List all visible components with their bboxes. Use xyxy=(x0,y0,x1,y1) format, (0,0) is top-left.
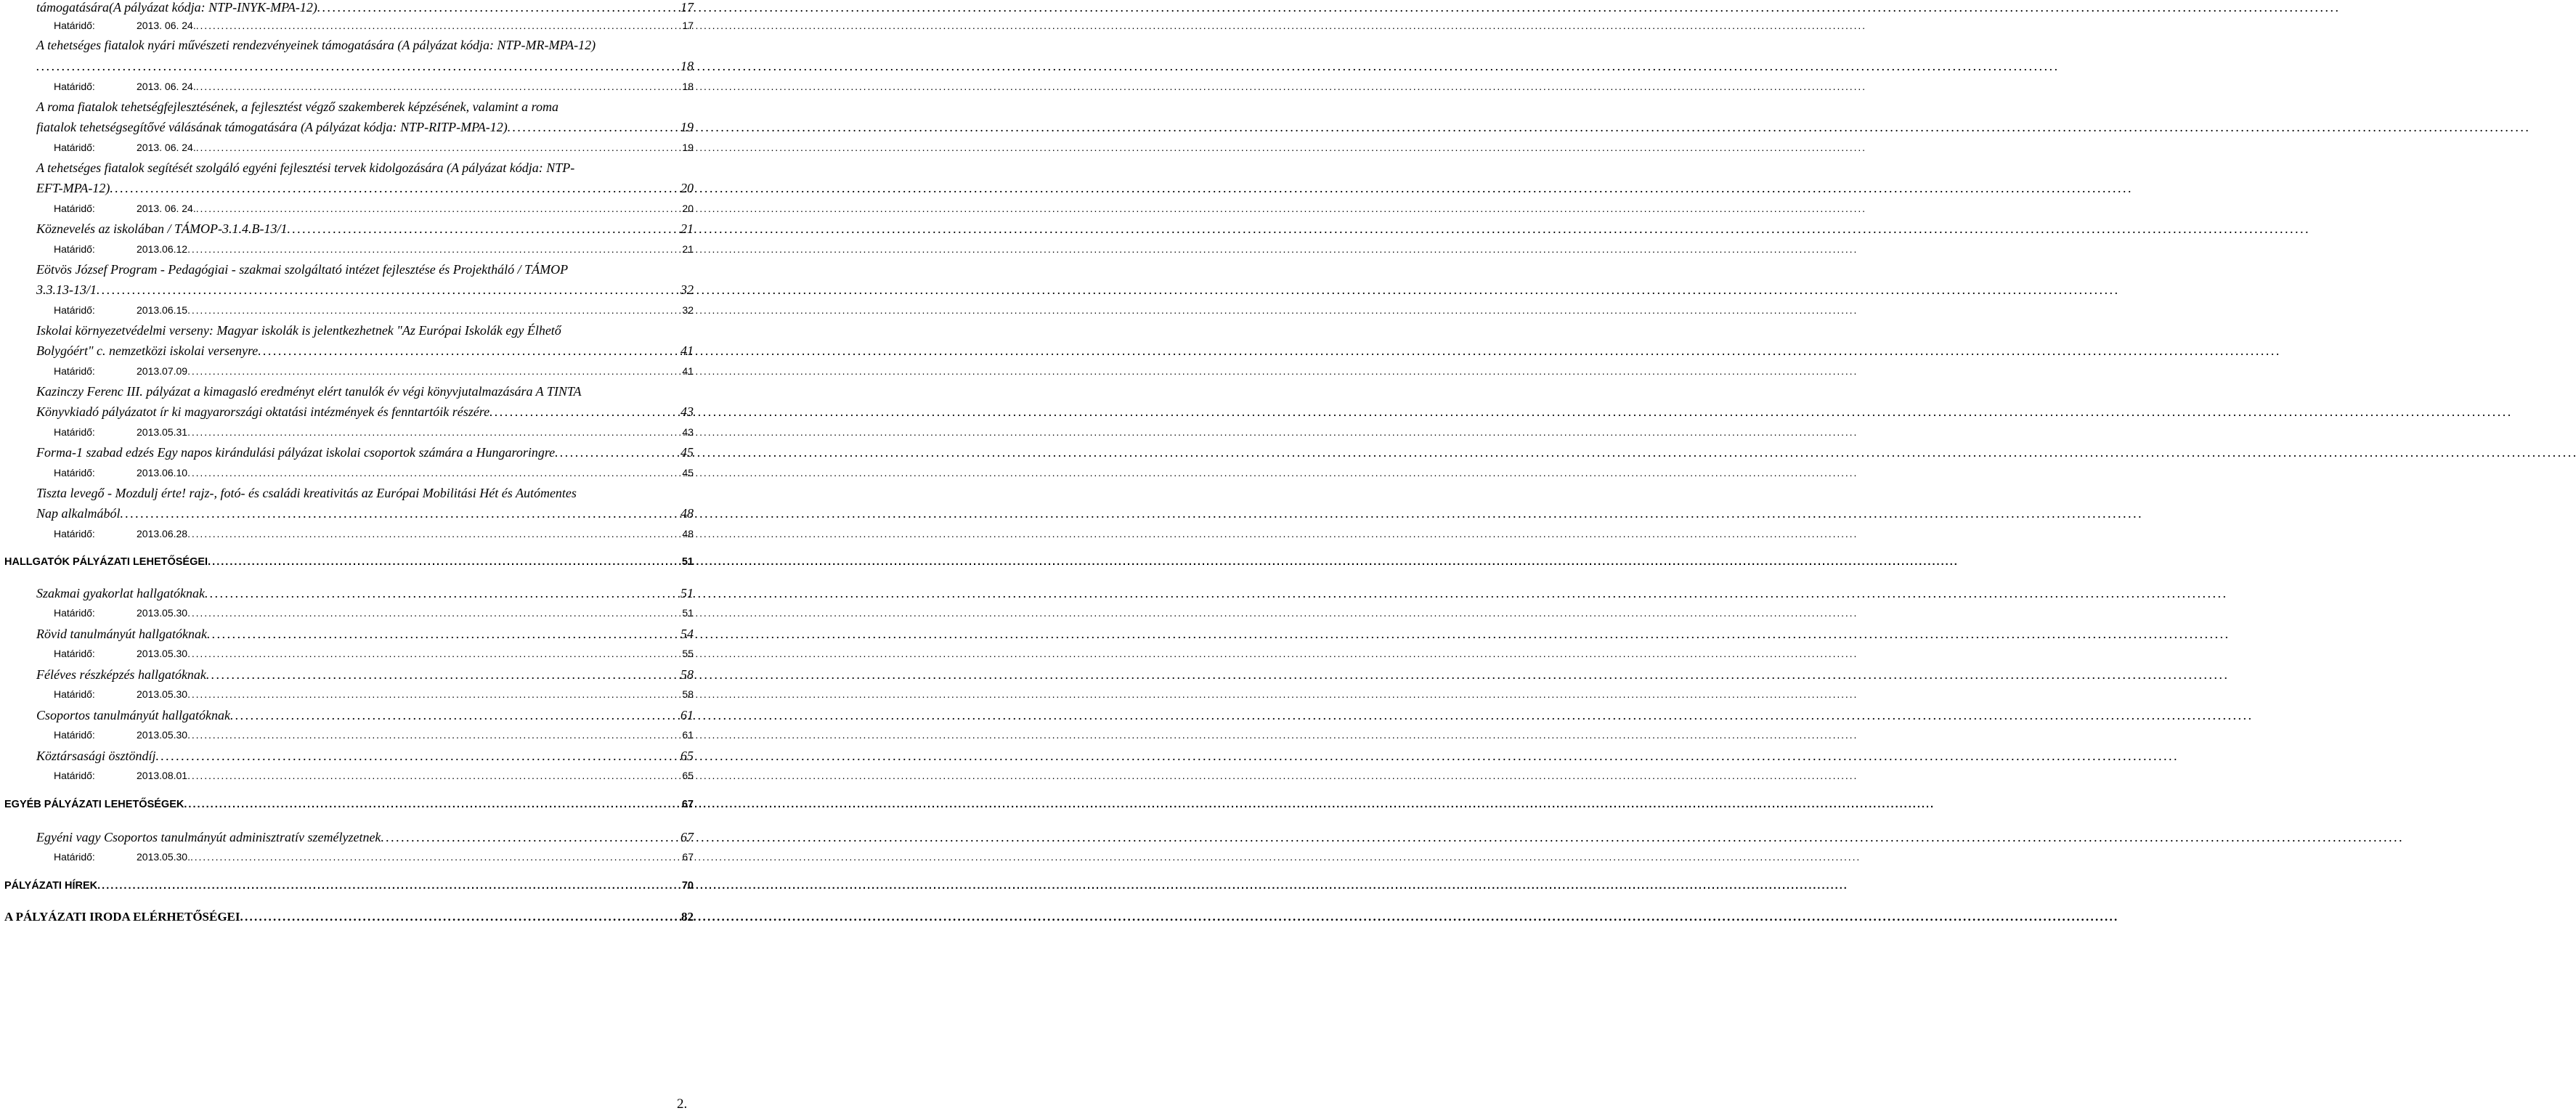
deadline-label: Határidő: xyxy=(54,729,95,741)
toc-entry-line: Tiszta levegő - Mozdulj érte! rajz-, fotó- és családi kreativitás az Európai Mobilitási Hét és Autómentes xyxy=(36,486,577,500)
deadline-label: Határidő: xyxy=(54,426,95,438)
toc-entry-title: Köznevelés az iskolában / TÁMOP-3.1.4.B-13/1 xyxy=(36,221,288,236)
toc-entry[interactable] xyxy=(36,221,694,237)
toc-page-number: 51 xyxy=(680,586,694,600)
toc-deadline-row[interactable] xyxy=(54,304,694,316)
toc-entry[interactable] xyxy=(36,586,694,601)
deadline-value: 2013. 06. 24. xyxy=(137,20,196,31)
deadline-label: Határidő: xyxy=(54,365,95,377)
toc-page-number: 32 xyxy=(680,282,694,297)
deadline-value: 2013.06.10 xyxy=(137,467,188,478)
dot-leader xyxy=(36,59,679,74)
toc-page-number: 67 xyxy=(682,851,694,863)
deadline-value: 2013. 06. 24. xyxy=(137,203,196,214)
dot-leader xyxy=(205,586,679,601)
deadline-value: 2013.07.09 xyxy=(137,365,188,377)
toc-deadline-row[interactable] xyxy=(54,203,694,214)
toc-entry-title: Féléves részképzés hallgatóknak xyxy=(36,667,206,682)
toc-entry[interactable] xyxy=(36,181,694,196)
dot-leader xyxy=(317,0,679,15)
toc-page-number: 65 xyxy=(682,770,694,781)
toc-entry[interactable] xyxy=(36,404,694,420)
deadline-value: 2013.05.30 xyxy=(137,648,188,659)
toc-page-number: 67 xyxy=(680,830,694,844)
toc-page-number: 58 xyxy=(680,667,694,682)
deadline-value: 2013.06.12 xyxy=(137,243,188,255)
toc-entry[interactable] xyxy=(36,0,694,15)
toc-page-number: 61 xyxy=(680,708,694,722)
toc-page-number: 43 xyxy=(680,404,694,419)
dot-leader xyxy=(187,729,680,741)
deadline-value: 2013. 06. 24. xyxy=(137,81,196,92)
toc-page-number: 17 xyxy=(682,20,694,31)
toc-deadline-row[interactable] xyxy=(54,729,694,741)
toc-entry-line: Kazinczy Ferenc III. pályázat a kimagasló eredményt elért tanulók év végi könyvjutalmazására A TINTA xyxy=(36,384,582,399)
deadline-label: Határidő: xyxy=(54,770,95,781)
toc-entry[interactable] xyxy=(36,120,694,135)
dot-leader xyxy=(508,120,679,135)
toc-entry-title: fiatalok tehetségsegítővé válásának támogatására (A pályázat kódja: NTP-RITP-MPA-12) xyxy=(36,120,508,134)
toc-deadline-row[interactable] xyxy=(54,20,694,31)
deadline-label: Határidő: xyxy=(54,20,95,31)
toc-page-number: 51 xyxy=(681,556,694,568)
dot-leader xyxy=(196,142,681,153)
toc-entry-title: EFT-MPA-12) xyxy=(36,181,110,195)
dot-leader xyxy=(230,708,679,723)
dot-leader xyxy=(208,556,680,568)
toc-entry[interactable] xyxy=(36,627,694,642)
dot-leader xyxy=(187,688,680,700)
toc-deadline-row[interactable] xyxy=(54,770,694,781)
toc-section-heading[interactable] xyxy=(4,556,694,568)
toc-section-heading[interactable] xyxy=(4,910,694,924)
toc-page-number: 19 xyxy=(680,120,694,134)
toc-section-heading[interactable] xyxy=(4,880,694,892)
toc-page-number: 43 xyxy=(682,426,694,438)
deadline-label: Határidő: xyxy=(54,203,95,214)
deadline-label: Határidő: xyxy=(54,528,95,539)
toc-entry-title: 3.3.13-13/1 xyxy=(36,282,97,297)
toc-entry-title: Nap alkalmából xyxy=(36,506,121,521)
toc-page-number: 19 xyxy=(682,142,694,153)
toc-page-number: 82 xyxy=(681,910,694,924)
dot-leader xyxy=(97,880,680,892)
toc-page-number: 65 xyxy=(680,749,694,763)
toc-entry-title: EGYÉB PÁLYÁZATI LEHETŐSÉGEK xyxy=(4,799,184,810)
dot-leader xyxy=(184,799,680,810)
toc-entry-title: Rövid tanulmányút hallgatóknak xyxy=(36,627,207,641)
toc-entry-title: Forma-1 szabad edzés Egy napos kirándulási pályázat iskolai csoportok számára a Hungaroringre xyxy=(36,445,556,460)
toc-entry[interactable] xyxy=(36,59,694,74)
deadline-label: Határidő: xyxy=(54,304,95,316)
toc-deadline-row[interactable] xyxy=(54,142,694,153)
dot-leader xyxy=(190,851,680,863)
dot-leader xyxy=(196,81,681,92)
dot-leader xyxy=(381,830,679,845)
toc-entry[interactable] xyxy=(36,282,694,298)
toc-deadline-row[interactable] xyxy=(54,528,694,539)
page-number: 2. xyxy=(677,1096,688,1112)
dot-leader xyxy=(156,749,679,764)
toc-entry[interactable] xyxy=(36,667,694,683)
dot-leader xyxy=(187,243,680,255)
deadline-value: 2013.06.28 xyxy=(137,528,188,539)
toc-entry-title: Bolygóért" c. nemzetközi iskolai versenyre xyxy=(36,343,259,358)
dot-leader xyxy=(258,343,679,359)
dot-leader xyxy=(187,467,680,478)
toc-page-number: 61 xyxy=(682,729,694,741)
dot-leader xyxy=(110,181,679,196)
dot-leader xyxy=(187,365,680,377)
toc-page-number: 58 xyxy=(682,688,694,700)
deadline-label: Határidő: xyxy=(54,607,95,619)
deadline-value: 2013.08.01 xyxy=(137,770,188,781)
deadline-label: Határidő: xyxy=(54,467,95,478)
toc-deadline-row[interactable] xyxy=(54,688,694,700)
deadline-value: 2013.05.30 xyxy=(137,729,188,741)
toc-page-number: 54 xyxy=(680,627,694,641)
deadline-label: Határidő: xyxy=(54,648,95,659)
dot-leader xyxy=(187,607,680,619)
dot-leader xyxy=(240,910,680,924)
toc-entry-title: A PÁLYÁZATI IRODA ELÉRHETŐSÉGEI xyxy=(4,910,240,924)
dot-leader xyxy=(555,445,679,460)
toc-deadline-row[interactable] xyxy=(54,851,694,863)
dot-leader xyxy=(187,304,680,316)
toc-page-number: 21 xyxy=(682,243,694,255)
dot-leader xyxy=(206,667,679,683)
dot-leader xyxy=(187,528,680,539)
toc-entry-title: támogatására(A pályázat kódja: NTP-INYK-MPA-12) xyxy=(36,0,317,15)
toc-entry-line: Iskolai környezetvédelmi verseny: Magyar iskolák is jelentkezhetnek "Az Európai Iskolák egy Élhető xyxy=(36,323,561,338)
dot-leader xyxy=(121,506,680,521)
toc-entry-title: Csoportos tanulmányút hallgatóknak xyxy=(36,708,230,722)
toc-deadline-row[interactable] xyxy=(54,365,694,377)
toc-page-number: 20 xyxy=(680,181,694,195)
toc-entry-title: Szakmai gyakorlat hallgatóknak xyxy=(36,586,205,600)
dot-leader xyxy=(287,221,679,237)
toc-page-number: 20 xyxy=(682,203,694,214)
toc-deadline-row[interactable] xyxy=(54,467,694,478)
deadline-label: Határidő: xyxy=(54,851,95,863)
toc-page-number: 32 xyxy=(682,304,694,316)
dot-leader xyxy=(196,203,681,214)
toc-entry-title: Könyvkiadó pályázatot ír ki magyarországi oktatási intézmények és fenntartóik részére xyxy=(36,404,490,419)
toc-deadline-row[interactable] xyxy=(54,426,694,438)
toc-deadline-row[interactable] xyxy=(54,243,694,255)
toc-page-number: 48 xyxy=(682,528,694,539)
dot-leader xyxy=(207,627,679,642)
toc-page-number: 18 xyxy=(680,59,694,73)
toc-entry[interactable] xyxy=(36,708,694,723)
toc-entry[interactable] xyxy=(36,343,694,359)
toc-entry-title: Köztársasági ösztöndíj xyxy=(36,749,156,763)
toc-entry[interactable] xyxy=(36,749,694,764)
toc-page-number: 41 xyxy=(680,343,694,358)
toc-page-number: 21 xyxy=(680,221,694,236)
deadline-value: 2013.05.30 xyxy=(137,688,188,700)
deadline-label: Határidő: xyxy=(54,142,95,153)
toc-deadline-row[interactable] xyxy=(54,607,694,619)
toc-entry[interactable] xyxy=(36,445,694,460)
toc-entry-line: A tehetséges fiatalok segítését szolgáló egyéni fejlesztési tervek kidolgozására (A pályázat kódja: NTP- xyxy=(36,160,575,175)
toc-page-number: 48 xyxy=(680,506,694,521)
toc-section-heading[interactable] xyxy=(4,799,694,810)
deadline-value: 2013.06.15 xyxy=(137,304,188,316)
toc-entry[interactable] xyxy=(36,506,694,521)
dot-leader xyxy=(187,770,680,781)
deadline-label: Határidő: xyxy=(54,81,95,92)
toc-entry-title: HALLGATÓK PÁLYÁZATI LEHETŐSÉGEI xyxy=(4,556,208,568)
toc-page-number: 51 xyxy=(682,607,694,619)
deadline-label: Határidő: xyxy=(54,688,95,700)
toc-entry-line: A roma fiatalok tehetségfejlesztésének, a fejlesztést végző szakemberek képzésének, valamint a roma xyxy=(36,99,558,114)
dot-leader xyxy=(196,20,681,31)
toc-page-number: 41 xyxy=(682,365,694,377)
toc-page-number: 18 xyxy=(682,81,694,92)
toc-entry-title: Egyéni vagy Csoportos tanulmányút adminisztratív személyzetnek xyxy=(36,830,381,844)
deadline-label: Határidő: xyxy=(54,243,95,255)
dot-leader xyxy=(187,648,680,659)
dot-leader xyxy=(187,426,680,438)
toc-page-number: 70 xyxy=(681,880,694,892)
toc-page-number: 17 xyxy=(680,0,694,15)
dot-leader xyxy=(489,404,679,420)
toc-deadline-row[interactable] xyxy=(54,81,694,92)
deadline-value: 2013.05.30. xyxy=(137,851,190,863)
toc-entry[interactable] xyxy=(36,830,694,845)
deadline-value: 2013. 06. 24. xyxy=(137,142,196,153)
toc-entry-title: PÁLYÁZATI HÍREK xyxy=(4,880,98,892)
dot-leader xyxy=(97,282,679,298)
toc-page-number: 45 xyxy=(682,467,694,478)
deadline-value: 2013.05.31 xyxy=(137,426,188,438)
toc-page-number: 67 xyxy=(681,799,694,810)
toc-entry-line: A tehetséges fiatalok nyári művészeti rendezvényeinek támogatására (A pályázat kódja: NTP-MR-MPA-12) xyxy=(36,38,596,52)
toc-page-number: 55 xyxy=(682,648,694,659)
toc-deadline-row[interactable] xyxy=(54,648,694,659)
toc-entry-line: Eötvös József Program - Pedagógiai - szakmai szolgáltató intézet fejlesztése és Projektháló / TÁMOP xyxy=(36,262,569,277)
deadline-value: 2013.05.30 xyxy=(137,607,188,619)
toc-page-number: 45 xyxy=(680,445,694,460)
